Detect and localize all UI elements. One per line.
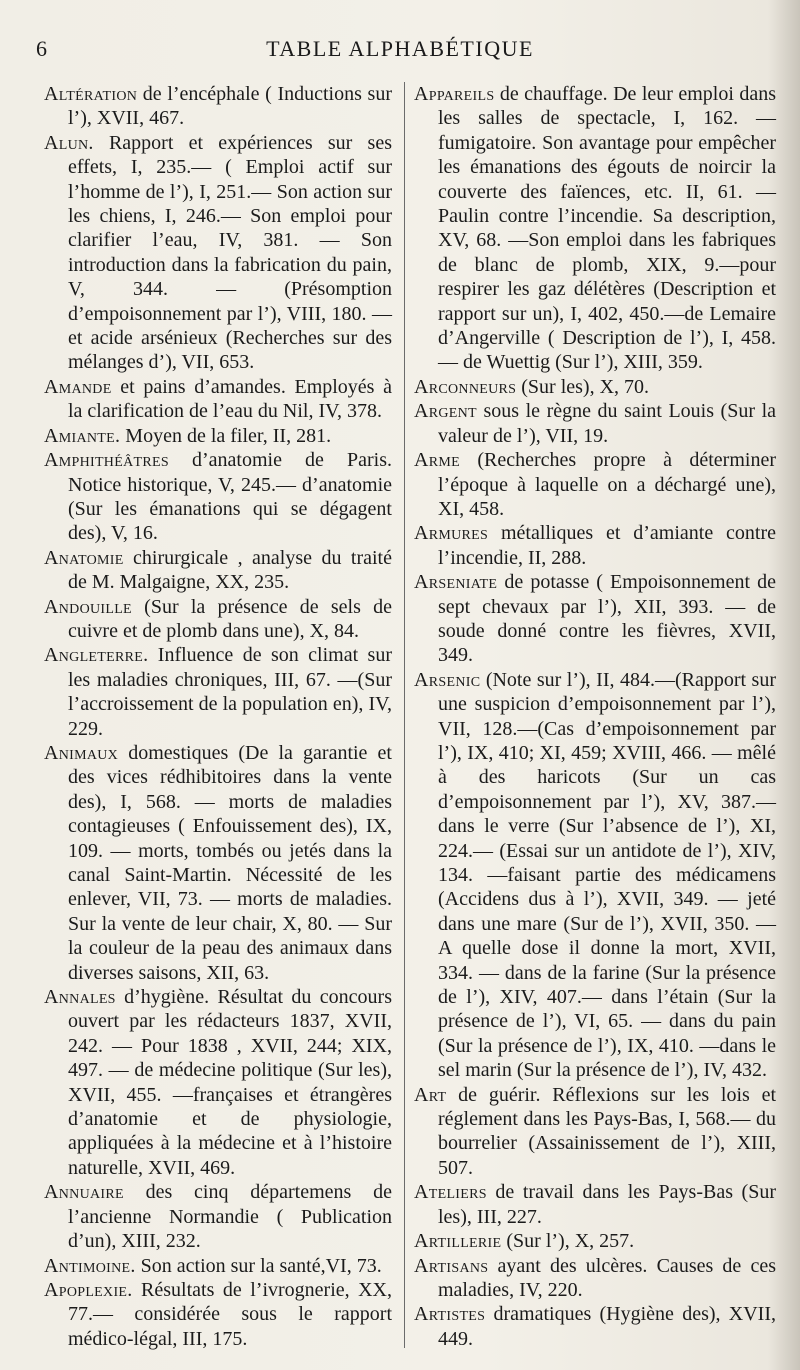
column-divider (404, 82, 405, 1348)
index-entry (44, 375, 392, 424)
index-entry (44, 1278, 392, 1351)
left-column (44, 82, 392, 1351)
index-entry (44, 82, 392, 131)
entry-heading: Annales (44, 986, 116, 1009)
page-title: TABLE ALPHABÉTIQUE (266, 36, 534, 61)
entry-heading: Appareils (414, 83, 495, 105)
entry-text: de l’encéphale ( Inductions sur l’), XVII, 467. (68, 83, 392, 130)
index-entry (44, 448, 392, 546)
entry-text: des cinq départemens de l’ancienne Normandie ( Publication d’un), XIII, 232. (68, 1181, 392, 1253)
entry-heading: Amphithéâtres (44, 449, 169, 472)
right-column (414, 82, 776, 1351)
entry-text: (Sur les), X, 70. (516, 375, 650, 398)
entry-heading: Angleterre. (44, 644, 149, 667)
index-entry (414, 668, 776, 1083)
index-entry (44, 131, 392, 375)
index-entry (44, 546, 392, 595)
entry-heading: Alun. (44, 131, 94, 154)
entry-heading: Arme (414, 449, 460, 472)
index-entry (44, 741, 392, 985)
entry-text: de travail dans les Pays-Bas (Sur les), III, 227. (438, 1181, 776, 1228)
index-entry (44, 985, 392, 1180)
entry-heading: Armures (414, 522, 489, 545)
entry-text: Résultats de l’ivrognerie, XX, 77.— considérée sous le rapport médico-légal, III, 175. (68, 1278, 392, 1350)
entry-heading: Artistes (414, 1303, 486, 1326)
entry-text: (Recherches propre à déterminer l’époque à laquelle on a déchargé une), XI, 458. (438, 449, 776, 520)
index-entry (44, 424, 392, 448)
entry-text: sous le règne du saint Louis (Sur la valeur de l’), VII, 19. (438, 400, 776, 447)
index-entry (414, 399, 776, 448)
entry-text: (Note sur l’), II, 484.—(Rapport sur une suspicion d’empoisonnement par l’), VII, 128.—(Cas d’empoisonnement par l’), IX, 410; XI, 459; XVIII, 466. — mêlé à des haricots (Sur un cas d’empoisonnement par l’), XV, 387.—dans le verre (Sur l’absence de l’), XI, 224.— (Essai sur un antidote de l’), XIV, 134. —faisant partie des médicamens (Accidens dus à l’), XVII, 349. — jeté dans une mare (Sur de l’), XVII, 350. — A quelle dose il donne la mort, XVII, 334. — dans de la farine (Sur la présence de l’), XIV, 407.— dans l’étain (Sur la présence de l’), VI, 65. — dans du pain (Sur la présence de l’), IX, 410. —dans le sel marin (Sur la présence de l’), IV, 432. (438, 668, 776, 1082)
index-entry (414, 1180, 776, 1229)
index-entry (414, 1229, 776, 1253)
index-entry (414, 1083, 776, 1181)
entry-heading: Ateliers (414, 1181, 487, 1204)
entry-heading: Argent (414, 400, 477, 423)
entry-text: métalliques et d’amiante contre l’incendie, II, 288. (438, 522, 776, 569)
entry-heading: Amande (44, 375, 112, 398)
entry-heading: Arseniate (414, 571, 498, 594)
entry-text: Moyen de la filer, II, 281. (120, 424, 332, 447)
index-entry (414, 1254, 776, 1303)
entry-text: domestiques (De la garantie et des vices rédhibitoires dans la vente des), I, 568. — morts de maladies contagieuses ( Enfouissement des), IX, 109. — morts, tombés ou jetés dans la canal Saint-Martin. Nécessité de les enlever, VII, 73. — morts de maladies. Sur la vente de leur chair, X, 80. — Sur la couleur de la peau des animaux dans diverses saisons, XII, 63. (68, 741, 392, 984)
index-entry (414, 82, 776, 375)
entry-text: (Sur l’), X, 257. (501, 1230, 635, 1253)
entry-text: de potasse ( Empoisonnement de sept chevaux par l’), XII, 393. — de soude donné contre les fièvres, XVII, 349. (438, 571, 776, 667)
index-entry (414, 375, 776, 399)
entry-heading: Artillerie (414, 1230, 502, 1253)
entry-heading: Antimoine. (44, 1254, 136, 1277)
entry-text: d’anatomie de Paris. Notice historique, V, 245.— d’anatomie (Sur les émanations qui se dégagent des), V, 16. (68, 449, 392, 545)
entry-text: Rapport et expériences sur ses effets, I, 235.— ( Emploi actif sur l’homme de l’), I, 251.— Son action sur les chiens, I, 246.— Son emploi pour clarifier l’eau, IV, 381. — Son introduction dans la fabrication du pain, V, 344. — (Présomption d’empoisonnement par l’), VIII, 180. — et acide arsénieux (Recherches sur des mélanges d’), VII, 653. (68, 131, 392, 374)
entry-text: chirurgicale , analyse du traité de M. Malgaigne, XX, 235. (68, 546, 392, 594)
entry-heading: Andouille (44, 595, 132, 618)
entry-heading: Altération (44, 83, 138, 105)
index-entry (44, 1254, 392, 1278)
entry-text: dramatiques (Hygiène des), XVII, 449. (438, 1303, 776, 1350)
entry-heading: Anatomie (44, 546, 124, 569)
page-number: 6 (36, 36, 47, 61)
entry-text: (Sur la présence de sels de cuivre et de plomb dans une), X, 84. (68, 595, 392, 642)
entry-heading: Arsenic (414, 668, 481, 691)
index-entry (44, 1180, 392, 1253)
index-entry (44, 595, 392, 644)
entry-heading: Amiante. (44, 424, 121, 447)
page-header (0, 36, 800, 68)
entry-heading: Apoplexie. (44, 1278, 133, 1301)
entry-text: et pains d’amandes. Employés à la clarification de l’eau du Nil, IV, 378. (68, 375, 392, 423)
entry-text: d’hygiène. Résultat du concours ouvert par les rédacteurs 1837, XVII, 242. — Pour 1838 , XVII, 244; XIX, 497. — de médecine politique (Sur les), XVII, 455. —françaises et étrangères d’anatomie et de physiologie, appliquées à la médecine et à l’histoire naturelle, XVII, 469. (68, 986, 392, 1179)
entry-text: Son action sur la santé,VI, 73. (135, 1254, 382, 1277)
index-entry (44, 643, 392, 741)
entry-heading: Animaux (44, 741, 119, 764)
entry-text: de guérir. Réflexions sur les lois et réglement dans les Pays-Bas, I, 568.— du bourrelier (Assainissement de l’), XIII, 507. (438, 1083, 776, 1179)
entry-heading: Annuaire (44, 1181, 124, 1204)
index-entry (414, 448, 776, 521)
entry-heading: Art (414, 1083, 447, 1106)
entry-text: de chauffage. De leur emploi dans les salles de spectacle, I, 162. — fumigatoire. Son avantage pour empêcher les émanations des égouts de noircir la couverte des faïences, etc. II, 61. —Paulin contre l’incendie. Sa description, XV, 68. —Son emploi dans les fabriques de blanc de plomb, XIX, 9.—pour respirer les gaz délétères (Description et rapport sur un), I, 402, 450.—de Lemaire d’Angerville ( Description de l’), I, 458. — de Wuettig (Sur l’), XIII, 359. (438, 83, 776, 374)
index-entry (414, 570, 776, 668)
entry-heading: Artisans (414, 1254, 489, 1277)
index-entry (414, 1302, 776, 1351)
index-entry (414, 521, 776, 570)
entry-text: ayant des ulcères. Causes de ces maladies, IV, 220. (438, 1254, 776, 1301)
entry-heading: Arconneurs (414, 375, 517, 398)
entry-text: Influence de son climat sur les maladies chroniques, III, 67. —(Sur l’accroissement de la population en), IV, 229. (68, 644, 392, 740)
